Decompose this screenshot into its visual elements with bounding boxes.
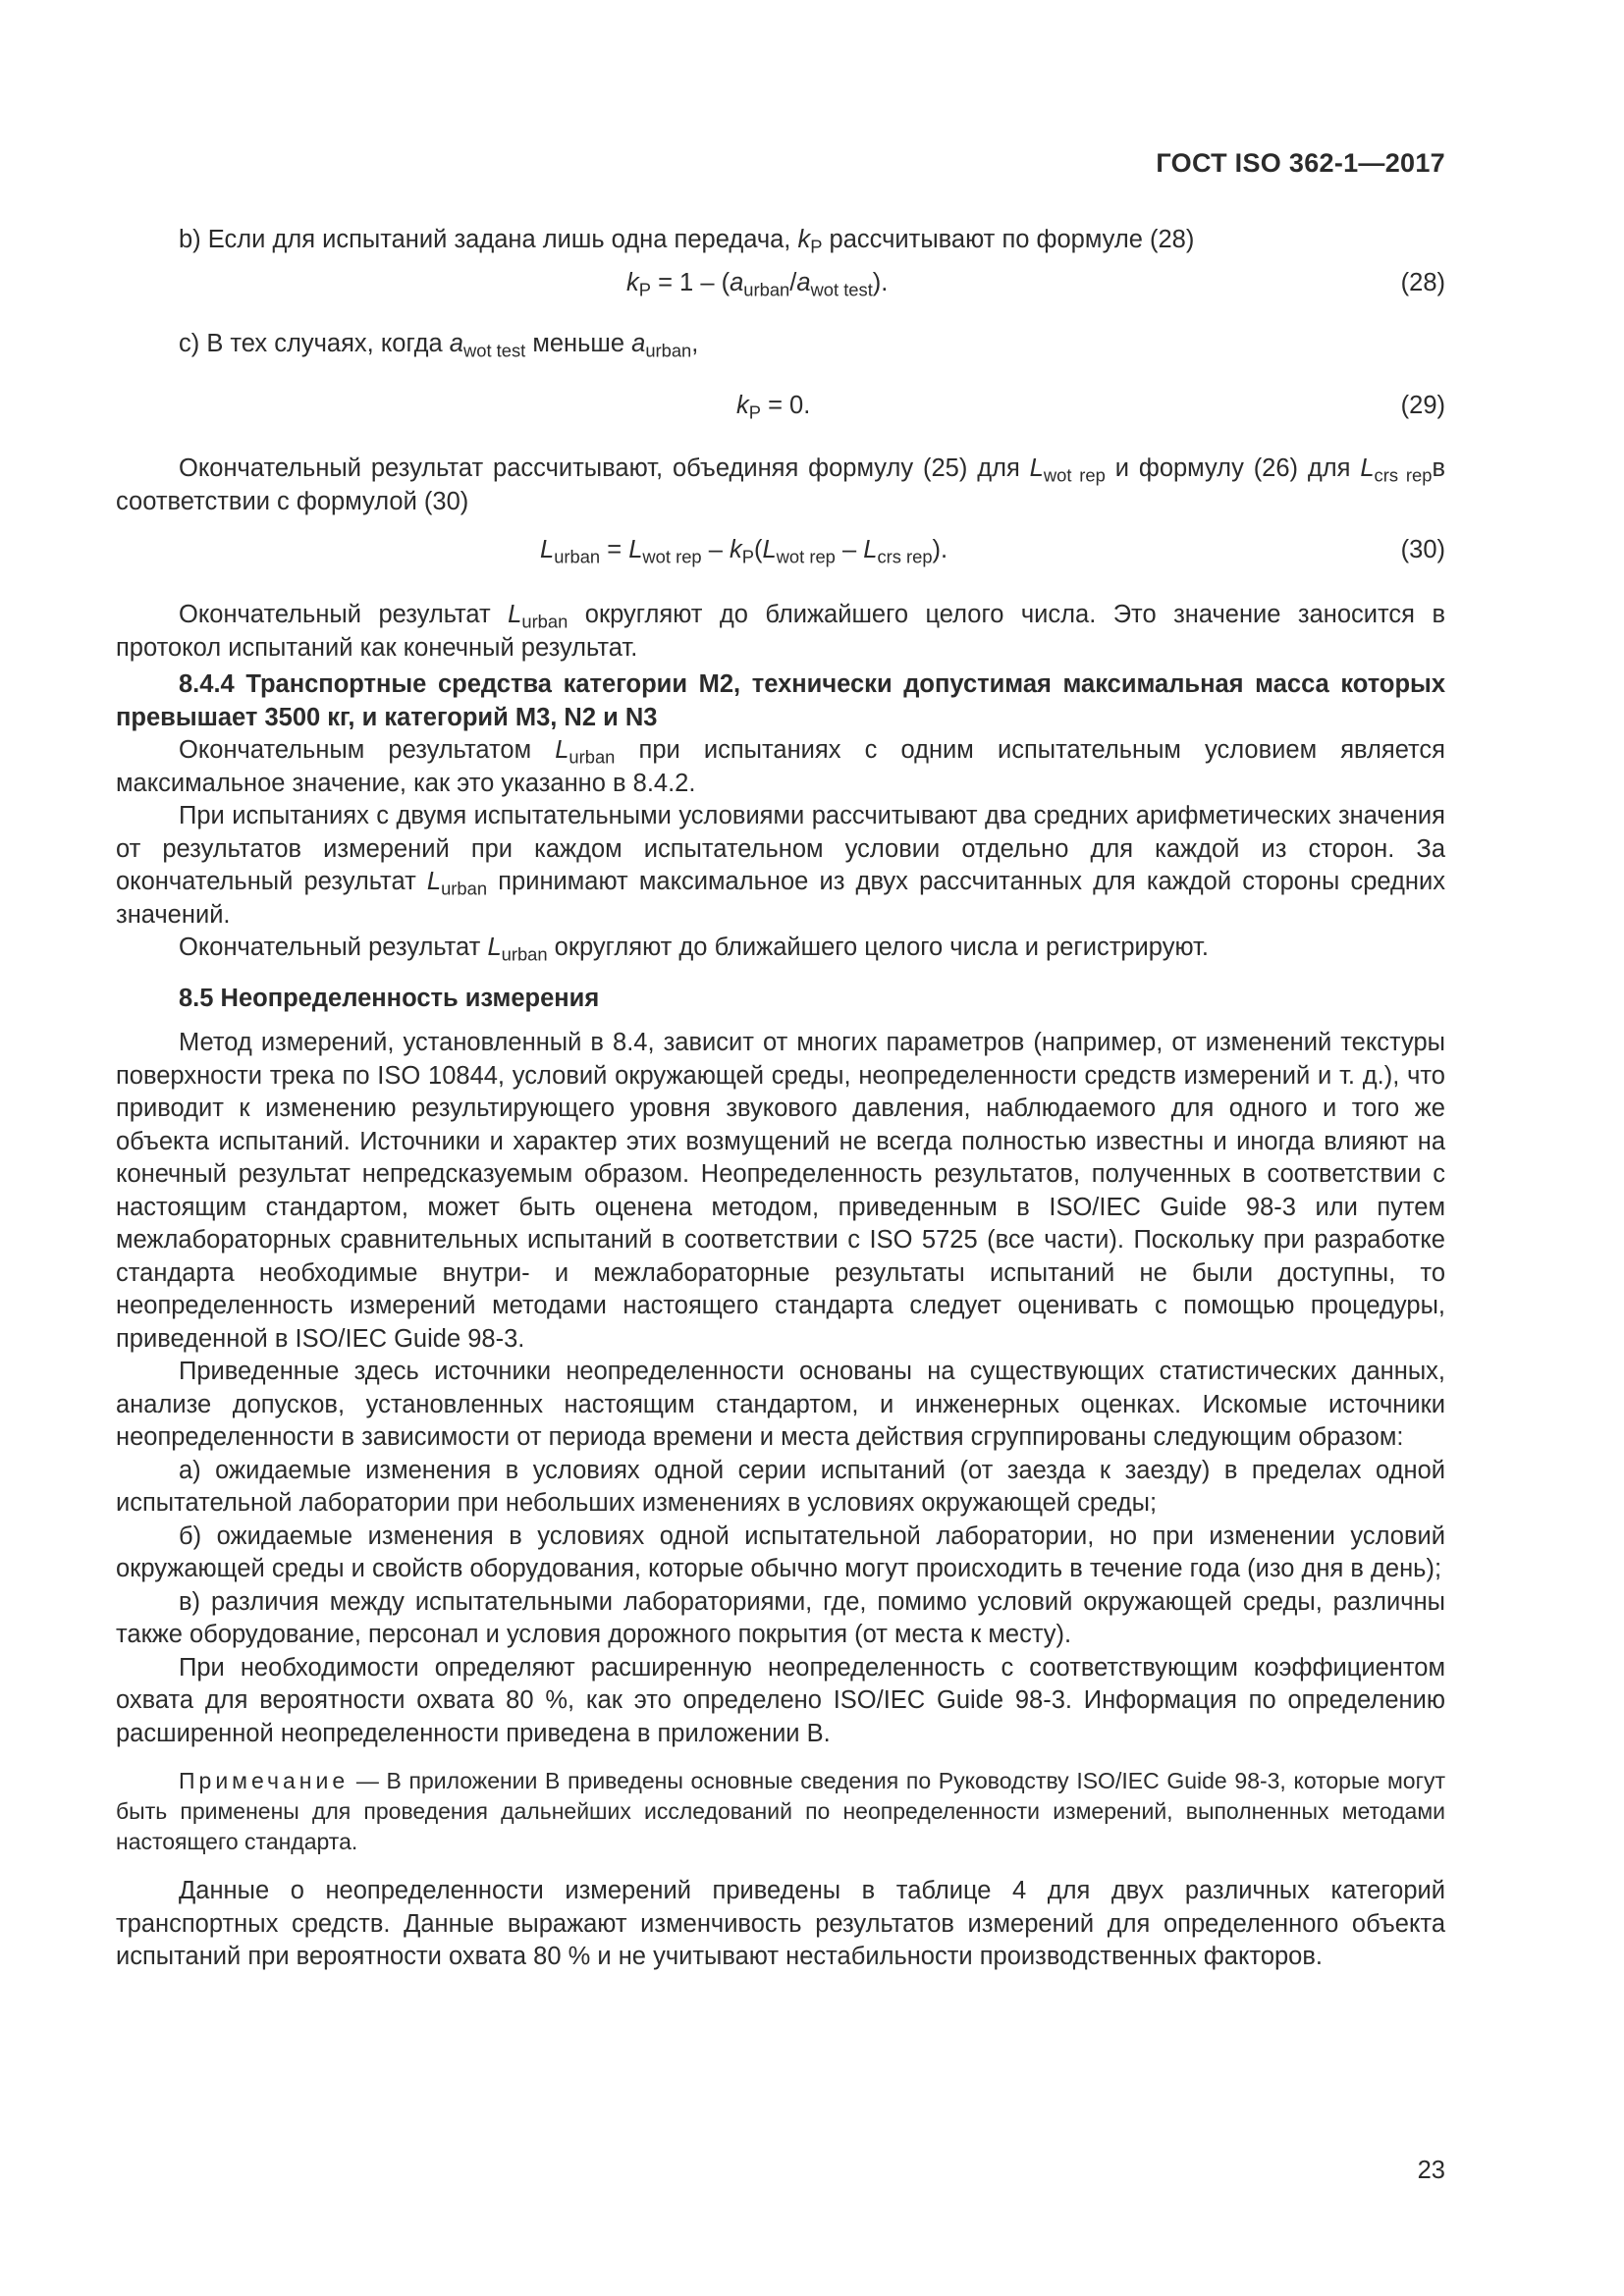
formula-29-expression: $k_P = 0$. — [736, 392, 811, 423]
page-content — [116, 224, 1445, 1974]
formula-28-number: (28) — [1400, 268, 1445, 296]
section-heading-8-4-4: 8.4.4 Транспортные средства категории М2, технически допустимая максимальная масса которых превышает 3500 кг, и категорий М3, N2 и N3 — [116, 670, 1445, 731]
formula-30-number: (30) — [1400, 536, 1445, 563]
paragraph-8-4-4-a: Окончательным результатом $L_{urban}$ при испытаниях с одним испытательным условием является максимальное значение, как это указанно в 8.4.2. — [116, 736, 1445, 797]
note-text: — В приложении В приведены основные сведения по Руководству ISO/IEC Guide 98-3, которые могут быть применены для проведения дальнейших исследований по неопределенности измерений, выполненных методами настоящего стандарта. — [116, 1768, 1445, 1854]
document-code: ГОСТ ISO 362-1—2017 — [1156, 148, 1445, 178]
note-label: Примечание — [179, 1768, 350, 1793]
formula-29-number: (29) — [1400, 392, 1445, 419]
formula-30 — [116, 534, 1445, 567]
formula-29 — [116, 390, 1445, 423]
paragraph-rounding: Окончательный результат $L_{urban}$ округляют до ближайшего целого числа. Это значение заносится в протокол испытаний как конечный результат. — [116, 601, 1445, 662]
list-item: а) ожидаемые изменения в условиях одной серии испытаний (от заезда к заезду) в пределах одной испытательной лаборатории при небольших изменениях в условиях окружающей среды; — [116, 1456, 1445, 1517]
paragraph-8-4-4-c: Окончательный результат $L_{urban}$ округляют до ближайшего целого числа и регистрируют. — [179, 934, 1209, 965]
paragraph-8-4-4-b: При испытаниях с двумя испытательными условиями рассчитывают два средних арифметических значения от результатов измерений при каждом испытательном условии отдельно для каждой из сторон. За окончательный результат $L_{urban}$ принимают максимальное из двух рассчитанных для каждой стороны средних значений. — [116, 802, 1446, 929]
formula-28 — [116, 267, 1445, 300]
formula-30-expression: $L_{urban} = L_{wot rep} - k_P(L_{wot rep} - L_{crs rep})$. — [540, 536, 948, 567]
note — [116, 1766, 1445, 1857]
paragraph-8-5-method: Метод измерений, установленный в 8.4, зависит от многих параметров (например, от изменений текстуры поверхности трека по ISO 10844, условий окружающей среды, неопределенности средств измерений и т. д.), что приводит к изменению результирующего уровня звукового давления, наблюдаемого для одного и того же объекта испытаний. Источники и характер этих возмущений не всегда полностью известны и иногда влияют на конечный результат непредсказуемым образом. Неопределенность результатов, полученных в соответствии с настоящим стандартом, может быть оценена методом, приведенным в ISO/IEC Guide 98-3 или путем межлабораторных сравнительных испытаний в соответствии с ISO 5725 (все части). Поскольку при разработке стандарта необходимые внутри- и межлабораторные результаты испытаний не были доступны, то неопределенность измерений методами настоящего стандарта следует оценивать с помощью процедуры, приведенной в ISO/IEC Guide 98-3. — [116, 1029, 1445, 1353]
paragraph-8-5-sources: Приведенные здесь источники неопределенности основаны на существующих статистических данных, анализе допусков, установленных настоящим стандартом, и инженерных оценках. Искомые источники неопределенности в зависимости от периода времени и места действия сгруппированы следующим образом: — [116, 1358, 1445, 1451]
page-number: 23 — [1417, 2157, 1445, 2184]
paragraph-b: b) Если для испытаний задана лишь одна передача, $k_P$ рассчитывают по формуле (28) — [179, 226, 1195, 257]
paragraph-8-5-expanded: При необходимости определяют расширенную неопределенность с соответствующим коэффициентом охвата для вероятности охвата 80 %, как это определено ISO/IEC Guide 98-3. Информация по определению расширенной неопределенности приведена в приложении В. — [116, 1653, 1445, 1747]
section-heading-8-5: 8.5 Неопределенность измерения — [179, 984, 600, 1012]
list-item: б) ожидаемые изменения в условиях одной испытательной лаборатории, но при изменении условий окружающей среды и свойств оборудования, которые обычно могут происходить в течение года (изо дня в день); — [116, 1522, 1445, 1582]
formula-28-expression: $k_P = 1 - (a_{urban}/a_{wot test})$. — [626, 268, 889, 299]
paragraph-c: с) В тех случаях, когда $a_{wot test}$ меньше $a_{urban}$, — [179, 329, 699, 360]
paragraph-8-5-table-ref: Данные о неопределенности измерений приведены в таблице 4 для двух различных категорий транспортных средств. Данные выражают изменчивость результатов измерений для определенного объекта испытаний при вероятности охвата 80 % и не учитывают нестабильности производственных факторов. — [116, 1877, 1445, 1970]
paragraph-final-result: Окончательный результат рассчитывают, объединяя формулу (25) для $L_{wot rep}$ и формулу (26) для $L_{crs rep}в$ соответствии с формулой (30) — [116, 454, 1445, 515]
list-item: в) различия между испытательными лабораториями, где, помимо условий окружающей среды, различны также оборудование, персонал и условия дорожного покрытия (от места к месту). — [116, 1587, 1445, 1648]
